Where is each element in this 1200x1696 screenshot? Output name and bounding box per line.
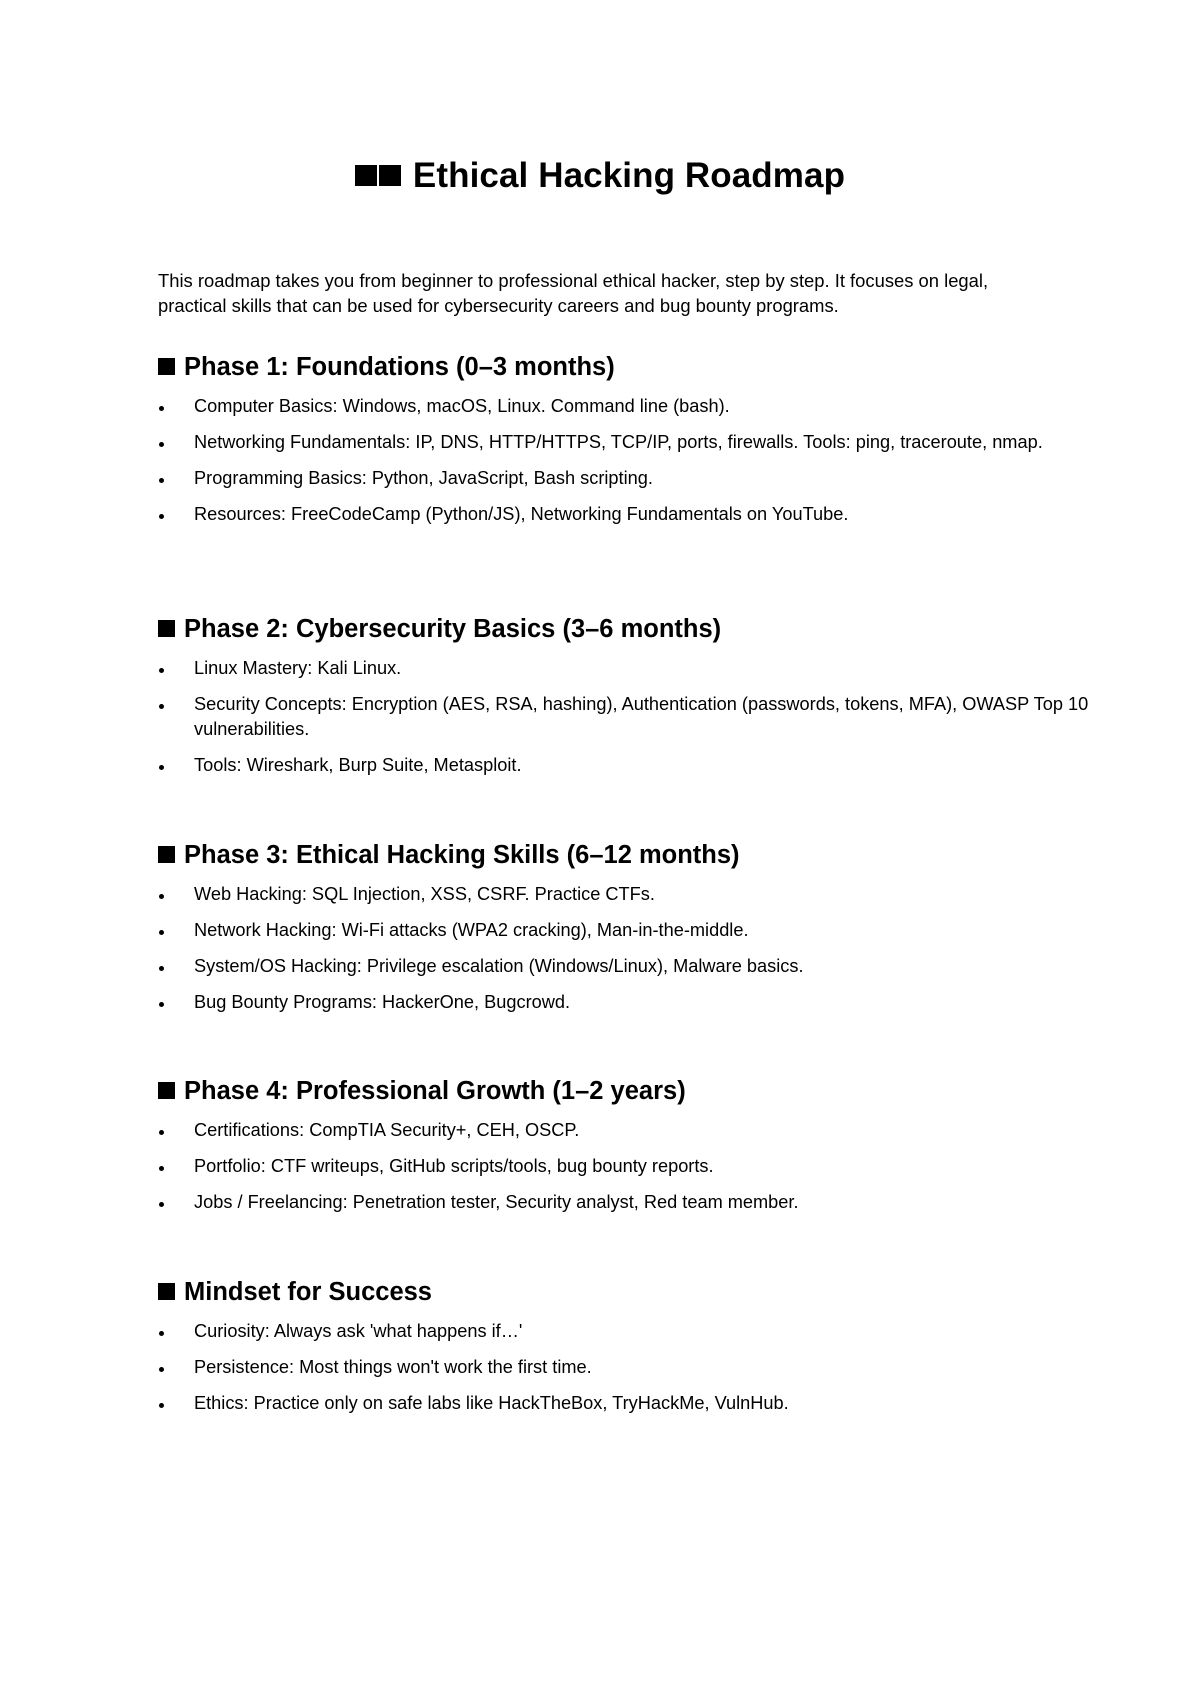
bullet-list — [158, 656, 1098, 778]
title-square-icons — [355, 155, 403, 195]
document-title — [0, 156, 1200, 198]
list-item: Portfolio: CTF writeups, GitHub scripts/tools, bug bounty reports. — [158, 1154, 1098, 1179]
list-item: Resources: FreeCodeCamp (Python/JS), Networking Fundamentals on YouTube. — [158, 502, 1098, 527]
intro-paragraph: This roadmap takes you from beginner to professional ethical hacker, step by step. It focuses on legal, practical skills that can be used for cybersecurity careers and bug bounty programs. — [158, 270, 989, 316]
section-heading-text: Phase 3: Ethical Hacking Skills (6–12 months) — [184, 841, 740, 869]
section-heading — [158, 1277, 1098, 1307]
section-mindset — [158, 1277, 1098, 1427]
section-heading-text: Phase 2: Cybersecurity Basics (3–6 months) — [184, 615, 722, 643]
list-item: Programming Basics: Python, JavaScript, Bash scripting. — [158, 466, 1098, 491]
section-heading — [158, 614, 1098, 644]
square-icon — [158, 846, 175, 863]
list-item: Persistence: Most things won't work the first time. — [158, 1355, 1098, 1380]
list-item: Networking Fundamentals: IP, DNS, HTTP/HTTPS, TCP/IP, ports, firewalls. Tools: ping, traceroute, nmap. — [158, 430, 1098, 455]
section-heading-text: Phase 4: Professional Growth (1–2 years) — [184, 1077, 686, 1105]
list-item: Linux Mastery: Kali Linux. — [158, 656, 1098, 681]
list-item: Network Hacking: Wi-Fi attacks (WPA2 cracking), Man-in-the-middle. — [158, 918, 1098, 943]
bullet-list — [158, 1319, 1098, 1416]
bullet-list — [158, 882, 1098, 1015]
list-item: Ethics: Practice only on safe labs like HackTheBox, TryHackMe, VulnHub. — [158, 1391, 1098, 1416]
square-icon — [158, 358, 175, 375]
square-icon — [355, 165, 377, 186]
list-item: Tools: Wireshark, Burp Suite, Metasploit. — [158, 753, 1098, 778]
list-item: Web Hacking: SQL Injection, XSS, CSRF. Practice CTFs. — [158, 882, 1098, 907]
document-title-text: Ethical Hacking Roadmap — [412, 156, 846, 195]
section-phase-2 — [158, 614, 1098, 789]
bullet-list — [158, 394, 1098, 527]
square-icon — [158, 1082, 175, 1099]
section-phase-1 — [158, 352, 1098, 538]
list-item: Bug Bounty Programs: HackerOne, Bugcrowd. — [158, 990, 1098, 1015]
list-item: Jobs / Freelancing: Penetration tester, Security analyst, Red team member. — [158, 1190, 1098, 1215]
section-heading-text: Phase 1: Foundations (0–3 months) — [184, 353, 615, 381]
section-heading-text: Mindset for Success — [184, 1278, 432, 1306]
square-icon — [379, 165, 401, 186]
section-phase-3 — [158, 840, 1098, 1026]
section-heading — [158, 840, 1098, 870]
list-item: Curiosity: Always ask 'what happens if…' — [158, 1319, 1098, 1344]
section-heading — [158, 1076, 1098, 1106]
list-item: Computer Basics: Windows, macOS, Linux. Command line (bash). — [158, 394, 1098, 419]
section-heading — [158, 352, 1098, 382]
bullet-list — [158, 1118, 1098, 1215]
list-item: Certifications: CompTIA Security+, CEH, OSCP. — [158, 1118, 1098, 1143]
list-item: Security Concepts: Encryption (AES, RSA, hashing), Authentication (passwords, tokens, MFA), OWASP Top 10 vulnerabilities. — [158, 692, 1098, 742]
section-phase-4 — [158, 1076, 1098, 1226]
square-icon — [158, 1283, 175, 1300]
list-item: System/OS Hacking: Privilege escalation (Windows/Linux), Malware basics. — [158, 954, 1098, 979]
square-icon — [158, 620, 175, 637]
